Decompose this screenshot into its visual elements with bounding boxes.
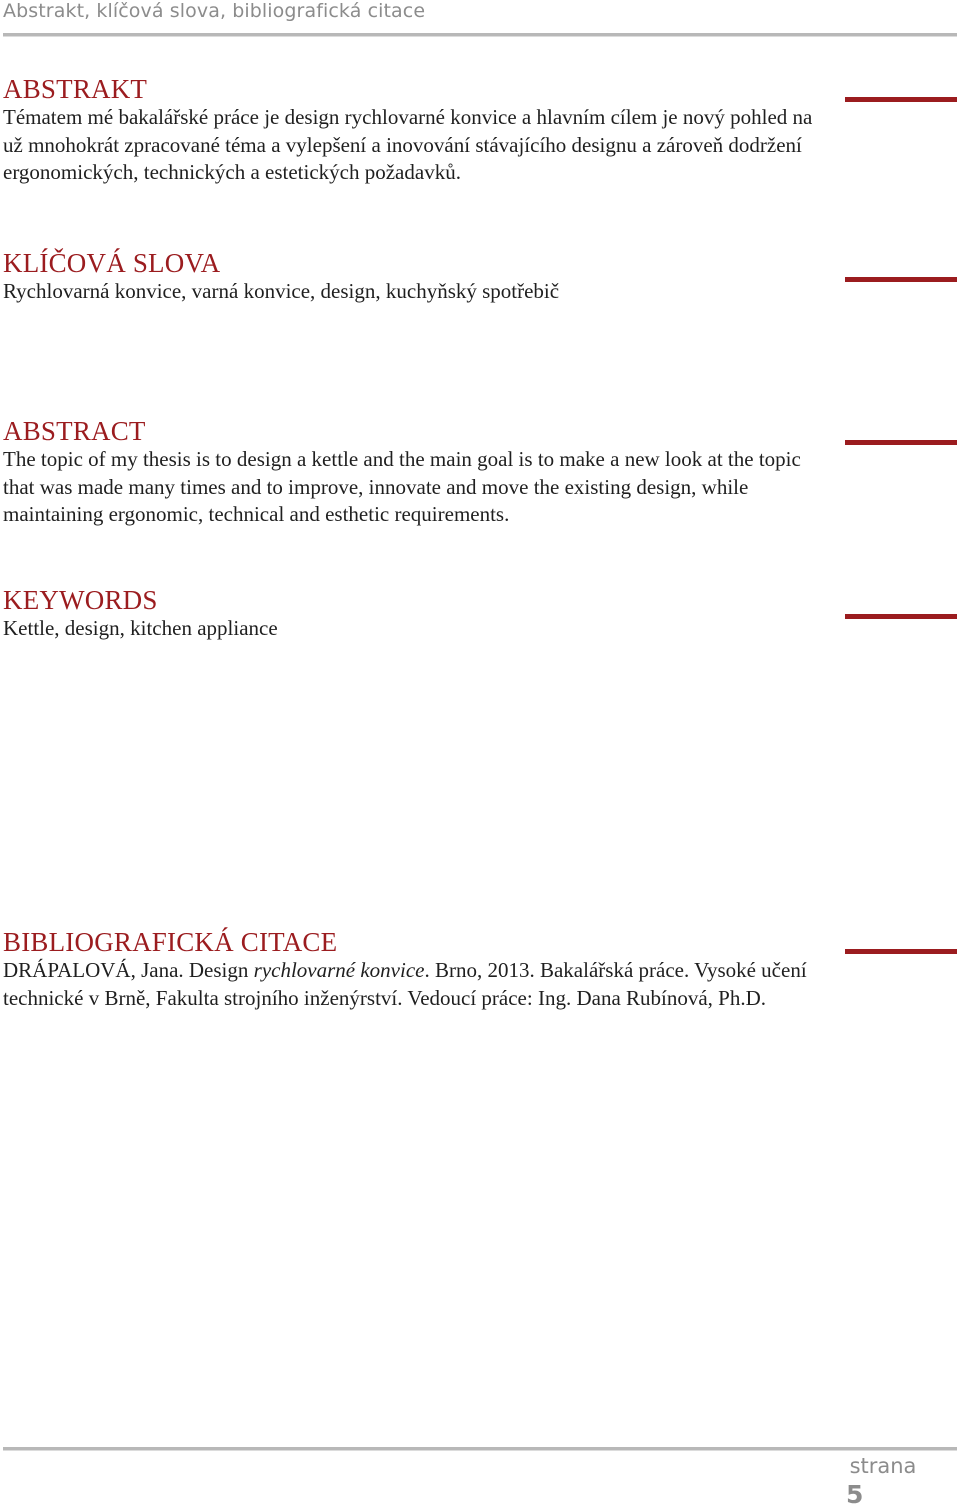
klicova-slova-text: Rychlovarná konvice, varná konvice, design, kuchyňský spotřebič — [3, 279, 560, 303]
accent-bar-klicova-slova — [845, 277, 957, 282]
footer-divider — [3, 1447, 957, 1451]
section-keywords — [3, 585, 816, 643]
keywords-heading: KEYWORDS — [3, 585, 158, 615]
accent-bar-abstract — [845, 440, 957, 445]
section-klicova-slova — [3, 248, 816, 306]
abstrakt-text: Tématem mé bakalářské práce je design rychlovarné konvice a hlavním cílem je nový pohled na už mnohokrát zpracované téma a vylepšení a inovování stávajícího designu a zároveň dodržení ergonomických, technických a estetických požadavků. — [3, 105, 813, 184]
header-divider — [3, 33, 957, 37]
accent-bar-abstrakt — [845, 97, 957, 102]
page-label: strana — [849, 1454, 917, 1478]
accent-bar-citace — [845, 949, 957, 954]
abstract-heading: ABSTRACT — [3, 416, 146, 446]
citace-title-italic: rychlovarné konvice — [253, 958, 425, 982]
section-bibliograficka-citace — [3, 927, 816, 1012]
citace-text — [3, 957, 816, 1012]
page-number: 5 — [846, 1480, 864, 1509]
abstract-text: The topic of my thesis is to design a kettle and the main goal is to make a new look at the topic that was made many times and to improve, innovate and move the existing design, while maintaining ergonomic, technical and esthetic requirements. — [3, 447, 801, 526]
abstrakt-heading: ABSTRAKT — [3, 74, 148, 104]
citace-text-part1: DRÁPALOVÁ, Jana. Design — [3, 958, 254, 982]
citace-heading: BIBLIOGRAFICKÁ CITACE — [3, 927, 338, 957]
accent-bar-keywords — [845, 614, 957, 619]
klicova-slova-heading: KLÍČOVÁ SLOVA — [3, 248, 221, 278]
section-abstrakt — [3, 74, 816, 187]
section-abstract — [3, 416, 816, 529]
keywords-text: Kettle, design, kitchen appliance — [3, 616, 278, 640]
running-header-title: Abstrakt, klíčová slova, bibliografická citace — [3, 0, 426, 22]
citace-text-part2: . Brno, 2013. Bakalářská práce. Vysoké učení technické v Brně, Fakulta strojního inženýrství. Vedoucí práce: Ing. Dana Rubínová, Ph.D. — [3, 958, 807, 1010]
